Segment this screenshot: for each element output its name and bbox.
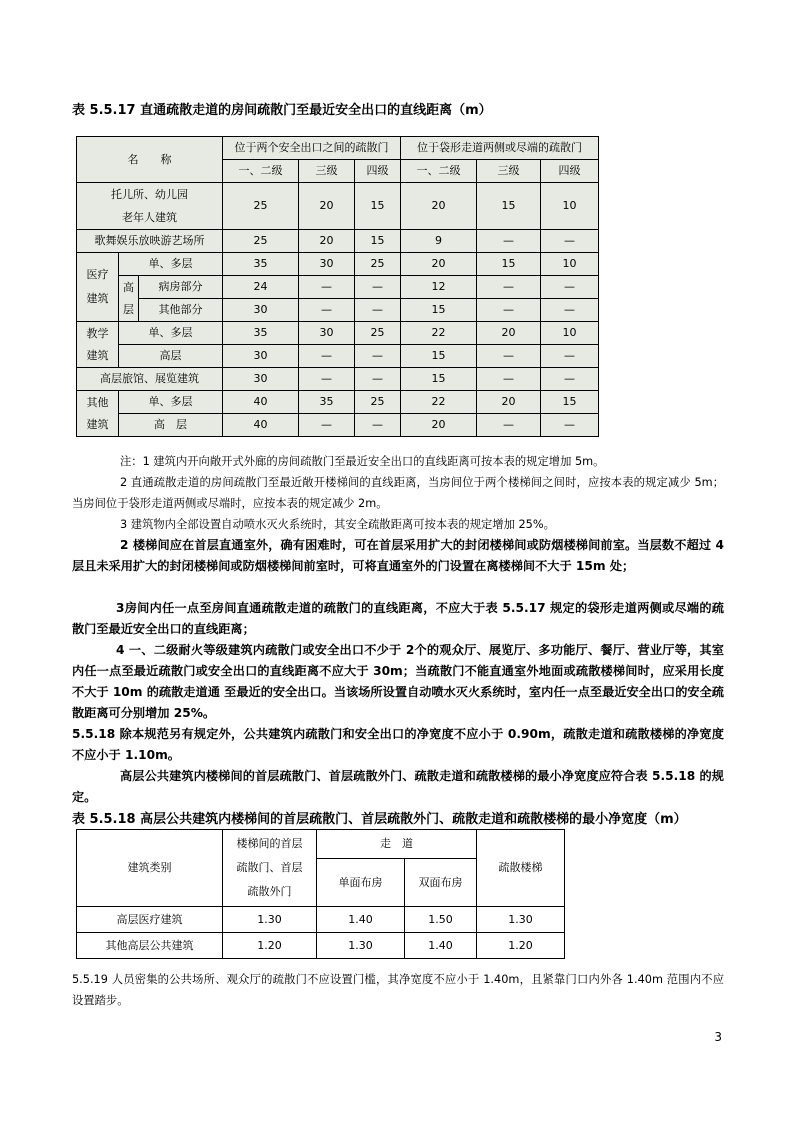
cell: 40 [223,391,299,414]
cell: — [355,345,401,368]
cell: 40 [223,414,299,437]
cell: 9 [401,230,477,253]
header-level: 三级 [299,160,355,183]
row-label: 单、多层 [119,253,223,276]
header-level: 三级 [477,160,541,183]
cell: — [541,299,599,322]
cell: 25 [223,183,299,230]
cell: — [477,414,541,437]
header-first-floor-door [223,830,317,907]
cell: — [355,368,401,391]
table-row [77,933,565,959]
clause-4: 4 一、二级耐火等级建筑内疏散门或安全出口不少于 2个的观众厅、展览厅、多功能厅、餐厅、营业厅等，其室内任一点至最近疏散门或安全出口的直线距离不应大于 30m；当疏散门不能直通室外地面或疏散楼梯间时，应采用长度不大于 10m 的疏散走道通 至最近的安全出口。当该场所设置自动喷水灭火系统时，室内任一点至最近安全出口的安全疏散距离可分别增加 25%。 [72,643,724,720]
header-category: 建筑类别 [77,830,223,907]
row-label: 高 层 [119,414,223,437]
table-row [77,276,599,299]
cell: 20 [401,183,477,230]
header-level: 四级 [541,160,599,183]
page-number: 3 [714,1030,722,1044]
cell: 35 [223,253,299,276]
cell: — [355,276,401,299]
row-label: 高层医疗建筑 [77,907,223,933]
header-corridor: 走 道 [317,830,477,859]
cell: 15 [541,391,599,414]
cell: 12 [401,276,477,299]
note-2: 2 直通疏散走道的房间疏散门至最近敞开楼梯间的直线距离，当房间位于两个楼梯间之间时，应按本表的规定减少 5m；当房间位于袋形走道两侧或尽端时，应按本表的规定减少 2m。 [72,476,724,510]
cell: 35 [299,391,355,414]
cell: 10 [541,183,599,230]
cell: 20 [477,391,541,414]
row-label: 其他高层公共建筑 [77,933,223,959]
row-label: 病房部分 [139,276,223,299]
cell: 35 [223,322,299,345]
row-label-line: 托儿所、幼儿园 [111,188,188,201]
row-label: 高层 [119,345,223,368]
cell: — [541,230,599,253]
group-label [77,391,119,437]
cell: 1.30 [317,933,405,959]
header-single-side: 单面布房 [317,859,405,907]
cell: 1.20 [477,933,565,959]
header-dead-end: 位于袋形走道两侧或尽端的疏散门 [401,137,599,160]
cell: 25 [223,230,299,253]
cell: 1.30 [223,907,317,933]
header-stair: 疏散楼梯 [477,830,565,907]
cell: 1.40 [405,933,477,959]
group-label-line: 建筑 [86,292,109,305]
cell: 20 [401,414,477,437]
cell: 1.30 [477,907,565,933]
row-label [77,183,223,230]
row-label: 其他部分 [139,299,223,322]
cell: 15 [401,368,477,391]
cell: 15 [401,299,477,322]
group-label-line: 建筑 [86,348,109,362]
table-row [77,368,599,391]
cell: 30 [299,253,355,276]
clause-2: 2 楼梯间应在首层直通室外，确有困难时，可在首层采用扩大的封闭楼梯间或防烟楼梯间前室。当层数不超过 4层且未采用扩大的封闭楼梯间或防烟楼梯间前室时，可将直通室外的门设置在离楼梯间不大于 15m 处； [72,538,724,573]
table-row [77,299,599,322]
table1-caption: 表 5.5.17 直通疏散走道的房间疏散门至最近安全出口的直线距离（m） [72,103,492,118]
cell: 20 [477,322,541,345]
subgroup-label-line: 高 [123,280,134,294]
cell: 15 [477,183,541,230]
cell: 30 [223,368,299,391]
group-label [77,322,119,368]
row-label: 歌舞娱乐放映游艺场所 [77,230,223,253]
cell: 25 [355,322,401,345]
group-label-line: 医疗 [86,268,109,281]
group-label [77,253,119,322]
cell: 30 [223,299,299,322]
note-3: 3 建筑物内全部设置自动喷水灭火系统时，其安全疏散距离可按本表的规定增加 25%。 [120,518,555,531]
row-label-line: 老年人建筑 [122,211,177,224]
table-5-5-17 [76,136,599,437]
cell: 10 [541,253,599,276]
cell: 20 [401,253,477,276]
row-label: 单、多层 [119,322,223,345]
note-1: 注：1 建筑内开向敞开式外廊的房间疏散门至最近安全出口的直线距离可按本表的规定增加 5m。 [120,455,605,468]
cell: 1.20 [223,933,317,959]
header-level: 一、二级 [223,160,299,183]
cell: 10 [541,322,599,345]
cell: 22 [401,322,477,345]
clause-5-5-19: 5.5.19 人员密集的公共场所、观众厅的疏散门不应设置门槛，其净宽度不应小于 1.40m，且紧靠门口内外各 1.40m 范围内不应设置踏步。 [72,973,724,1007]
header-level: 一、二级 [401,160,477,183]
subgroup-label [119,276,139,322]
clause-5-5-18: 5.5.18 除本规范另有规定外，公共建筑内疏散门和安全出口的净宽度不应小于 0.90m，疏散走道和疏散楼梯的净宽度不应小于 1.10m。 [72,727,724,762]
cell: 22 [401,391,477,414]
table-5-5-18 [76,829,565,959]
cell: — [477,368,541,391]
table-row [77,391,599,414]
cell: 30 [223,345,299,368]
header-double-side: 双面布房 [405,859,477,907]
header-line: 楼梯间的首层 [236,837,303,850]
header-line: 疏散外门 [247,885,292,898]
cell: 1.50 [405,907,477,933]
header-line: 疏散门、首层 [236,861,303,874]
header-level: 四级 [355,160,401,183]
cell: 25 [355,391,401,414]
cell: 20 [299,183,355,230]
table-row [77,230,599,253]
header-name: 名 称 [77,137,223,183]
cell: 30 [299,322,355,345]
cell: — [477,345,541,368]
cell: — [541,414,599,437]
table-row [77,345,599,368]
cell: — [299,276,355,299]
cell: — [541,345,599,368]
table-row [77,253,599,276]
cell: — [541,368,599,391]
cell: — [299,299,355,322]
row-label: 高层旅馆、展览建筑 [77,368,223,391]
header-between-exits: 位于两个安全出口之间的疏散门 [223,137,401,160]
cell: — [299,414,355,437]
cell: — [299,368,355,391]
table-row [77,183,599,230]
cell: 1.40 [317,907,405,933]
cell: — [299,345,355,368]
clause-3: 3房间内任一点至房间直通疏散走道的疏散门的直线距离，不应大于表 5.5.17 规定的袋形走道两侧或尽端的疏散门至最近安全出口的直线距离； [72,601,724,636]
cell: — [355,299,401,322]
row-label: 单、多层 [119,391,223,414]
table-row [77,907,565,933]
cell: — [477,230,541,253]
cell: 24 [223,276,299,299]
subgroup-label-line: 层 [123,302,134,316]
group-label-line: 建筑 [86,417,109,431]
cell: 15 [401,345,477,368]
group-label-line: 其他 [86,395,109,409]
cell: 25 [355,253,401,276]
table-row [77,414,599,437]
table2-caption: 表 5.5.18 高层公共建筑内楼梯间的首层疏散门、首层疏散外门、疏散走道和疏散楼梯的最小净宽度（m） [72,812,687,827]
cell: 15 [355,230,401,253]
group-label-line: 教学 [86,326,109,340]
cell: — [477,299,541,322]
cell: 15 [477,253,541,276]
cell: — [541,276,599,299]
cell: — [355,414,401,437]
cell: 20 [299,230,355,253]
table-row [77,322,599,345]
cell: — [477,276,541,299]
cell: 15 [355,183,401,230]
clause-5-5-18-note: 高层公共建筑内楼梯间的首层疏散门、首层疏散外门、疏散走道和疏散楼梯的最小净宽度应符合表 5.5.18 的规定。 [72,769,724,804]
